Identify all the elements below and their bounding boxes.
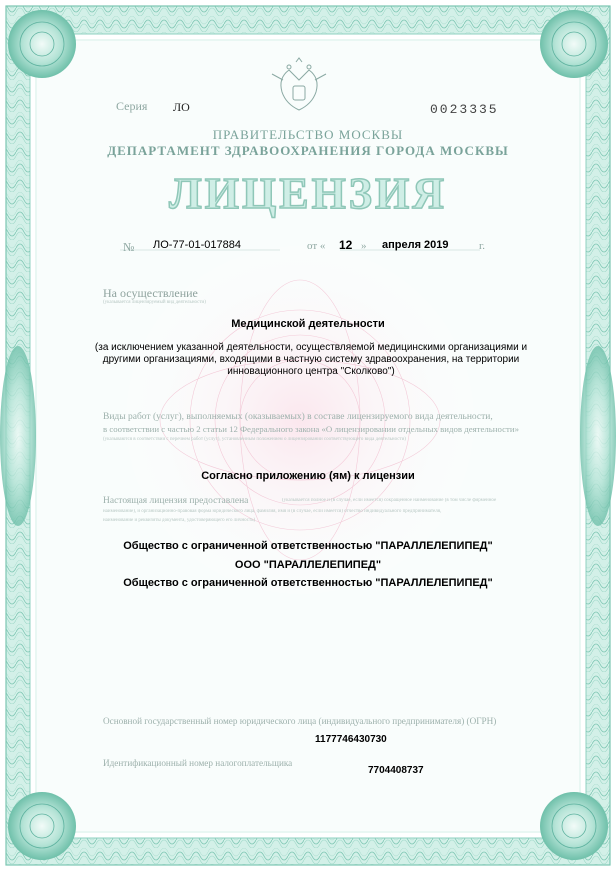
rosette-right-middle bbox=[580, 346, 616, 526]
granted-hint-line2: наименование), и организационно-правовая форма юридического лица, фамилия, имя и (в случае, если имеется) отчество индивидуального предпринимателя, bbox=[103, 509, 442, 514]
company-brand-name: Общество с ограниченной ответственностью "ПАРАЛЛЕЛЕПИПЕД" bbox=[123, 577, 493, 589]
works-hint: (указываются в соответствии с перечнем работ (услуг), установленным положением о лицензировании соответствующего вида деятельности) bbox=[103, 437, 406, 442]
company-short-name: ООО "ПАРАЛЛЕЛЕПИПЕД" bbox=[234, 559, 382, 571]
granted-hint-line1: (указывается полное и (в случае, если имеется) сокращенное наименование (в том числе фирменное bbox=[282, 498, 497, 503]
department-title: ДЕПАРТАМЕНТ ЗДРАВООХРАНЕНИЯ ГОРОДА МОСКВЫ bbox=[107, 143, 509, 158]
company-full-name: Общество с ограниченной ответственностью "ПАРАЛЛЕЛЕПИПЕД" bbox=[123, 540, 493, 552]
rosette-top-left bbox=[8, 10, 76, 78]
works-text-line2: в соответствии с частью 2 статьи 12 Федерального закона «О лицензировании отдельных видов деятельности» bbox=[103, 424, 519, 434]
granted-hint-line3: наименование и реквизиты документа, удостоверяющего его личность) bbox=[103, 518, 256, 523]
license-number: ЛО-77-01-017884 bbox=[153, 239, 241, 251]
date-day-close: » bbox=[361, 240, 367, 252]
rosette-top-right bbox=[540, 10, 608, 78]
year-suffix: г. bbox=[479, 240, 486, 252]
blank-number: 0023335 bbox=[430, 102, 499, 117]
ogrn-label: Основной государственный номер юридического лица (индивидуального предпринимателя) (ОГРН) bbox=[103, 716, 497, 726]
works-text-line1: Виды работ (услуг), выполняемых (оказываемых) в составе лицензируемого вида деятельности, bbox=[103, 412, 493, 422]
activity-label-hint: (указывается лицензируемый вид деятельности) bbox=[103, 300, 206, 305]
series-value: ЛО bbox=[173, 100, 190, 114]
government-title: ПРАВИТЕЛЬСТВО МОСКВЫ bbox=[212, 127, 404, 142]
inn-value: 7704408737 bbox=[368, 765, 424, 776]
ogrn-value: 1177746430730 bbox=[315, 734, 387, 745]
granted-text: Настоящая лицензия предоставлена bbox=[103, 496, 249, 506]
inn-label: Идентификационный номер налогоплательщика bbox=[103, 758, 293, 768]
activity-label: На осуществление bbox=[103, 286, 198, 300]
rosette-left-middle bbox=[0, 346, 36, 526]
series-label: Серия bbox=[116, 99, 148, 113]
date-prefix: от « bbox=[307, 240, 326, 252]
works-value: Согласно приложению (ям) к лицензии bbox=[201, 470, 415, 482]
document-title: ЛИЦЕНЗИЯ bbox=[168, 169, 448, 218]
rosette-bottom-right bbox=[540, 792, 608, 860]
rosette-bottom-left bbox=[8, 792, 76, 860]
activity-details: (за исключением указанной деятельности, осуществляемой медицинскими организациями и другими организациями, входящими в частную систему здравоохранения, на территории инновационного центра "Сколково") bbox=[94, 342, 528, 377]
number-sign: № bbox=[123, 240, 135, 254]
license-month-year: апреля 2019 bbox=[382, 239, 449, 251]
license-day: 12 bbox=[339, 238, 353, 252]
activity-name: Медицинской деятельности bbox=[231, 318, 385, 330]
